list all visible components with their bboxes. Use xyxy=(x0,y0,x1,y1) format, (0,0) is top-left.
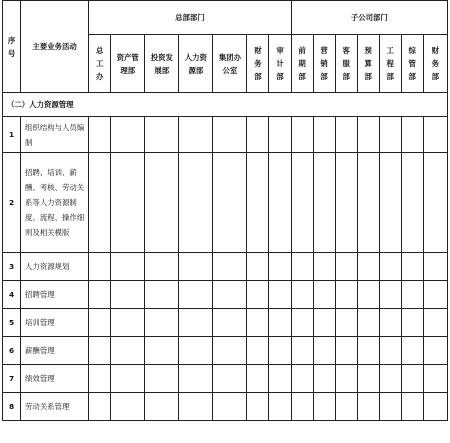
row-activity: 招聘管理 xyxy=(21,281,89,309)
header-row-groups xyxy=(3,1,448,35)
responsibility-matrix-table xyxy=(2,0,448,421)
hq-dept-header: 集团办公室 xyxy=(213,35,247,93)
sub-dept-header: 客服部 xyxy=(335,35,357,93)
row-number: 7 xyxy=(3,365,21,393)
table-row xyxy=(3,337,448,365)
sub-dept-header: 预算部 xyxy=(357,35,379,93)
row-number: 1 xyxy=(3,117,21,153)
activity-header: 主要业务活动 xyxy=(21,1,89,93)
sub-dept-header: 营销部 xyxy=(313,35,335,93)
hq-dept-header: 投资发展部 xyxy=(145,35,179,93)
hq-dept-header: 审计部 xyxy=(269,35,291,93)
row-number: 3 xyxy=(3,253,21,281)
sub-dept-header: 工程部 xyxy=(379,35,401,93)
row-number: 5 xyxy=(3,309,21,337)
row-activity: 招聘、培训、薪酬、考核、劳动关系等人力资源制度、流程、操作细则及相关模版 xyxy=(21,153,89,253)
row-activity: 薪酬管理 xyxy=(21,337,89,365)
sub-dept-header: 财务部 xyxy=(423,35,447,93)
sub-dept-header: 前期部 xyxy=(291,35,313,93)
row-activity: 绩效管理 xyxy=(21,365,89,393)
table-row xyxy=(3,365,448,393)
row-activity: 培训管理 xyxy=(21,309,89,337)
row-number: 6 xyxy=(3,337,21,365)
section-row xyxy=(3,93,448,117)
table-row xyxy=(3,393,448,421)
row-activity: 组织结构与人员编制 xyxy=(21,117,89,153)
table-row xyxy=(3,153,448,253)
row-number: 8 xyxy=(3,393,21,421)
row-number: 2 xyxy=(3,153,21,253)
seq-header: 序号 xyxy=(3,1,21,93)
table-row xyxy=(3,281,448,309)
sub-group-header: 子公司部门 xyxy=(291,1,447,35)
section-title: （二）人力资源管理 xyxy=(3,93,448,117)
table-row xyxy=(3,253,448,281)
table-row xyxy=(3,309,448,337)
hq-dept-header: 财务部 xyxy=(247,35,269,93)
hq-dept-header: 资产管理部 xyxy=(111,35,145,93)
row-activity: 劳动关系管理 xyxy=(21,393,89,421)
sub-dept-header: 综管部 xyxy=(401,35,423,93)
row-number: 4 xyxy=(3,281,21,309)
row-activity: 人力资源规划 xyxy=(21,253,89,281)
hq-dept-header: 人力资源部 xyxy=(179,35,213,93)
hq-dept-header: 总工办 xyxy=(89,35,111,93)
table-row xyxy=(3,117,448,153)
hq-group-header: 总部部门 xyxy=(89,1,291,35)
